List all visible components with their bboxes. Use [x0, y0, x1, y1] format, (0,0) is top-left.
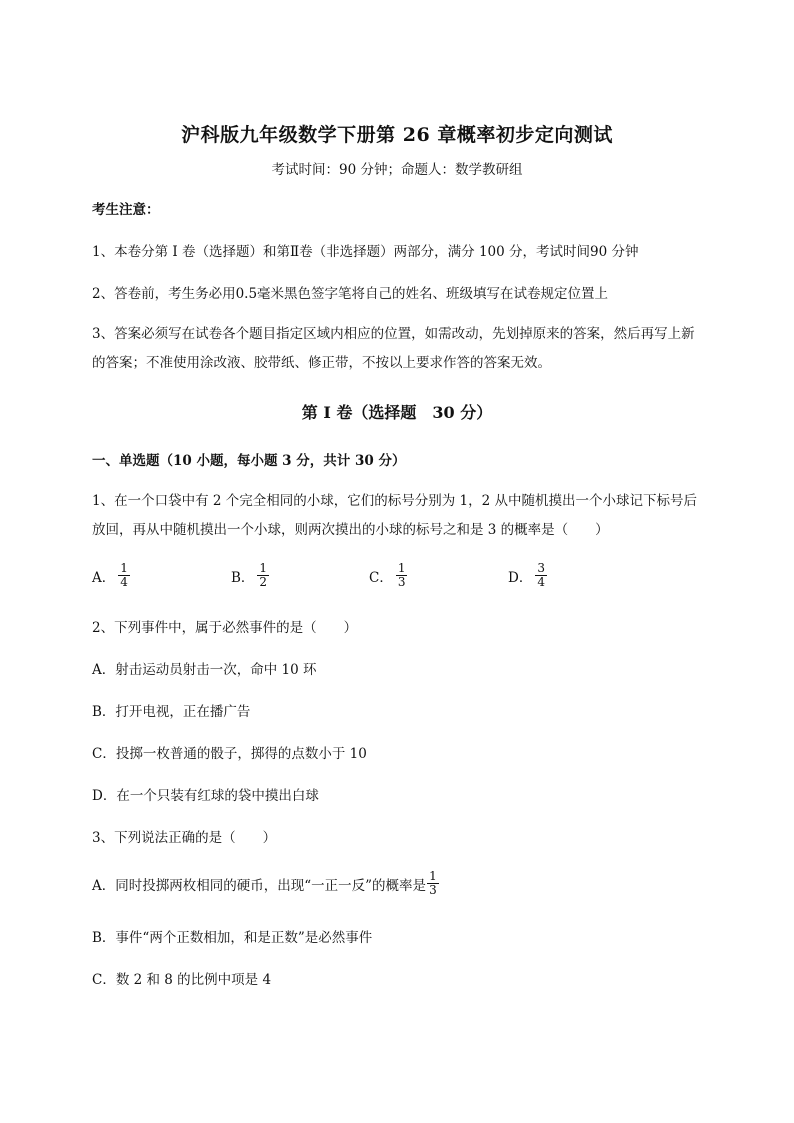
fraction-numerator: 1 [259, 561, 268, 575]
q3-option-a [92, 870, 439, 897]
q1-option-d-fraction [535, 562, 547, 589]
notice-item-2: 2、答卷前，考生务必用0.5毫米黑色签字笔将自己的姓名、班级填写在试卷规定位置上 [92, 286, 609, 302]
q1-option-c [369, 562, 407, 589]
q2-option-b: B．打开电视，正在播广告 [92, 704, 251, 720]
part-title: 一、单选题（10 小题，每小题 3 分，共计 30 分） [92, 453, 406, 469]
fraction-numerator: 3 [537, 561, 545, 575]
question-3-stem: 3、下列说法正确的是（ ） [92, 830, 277, 846]
q2-option-a: A．射击运动员射击一次，命中 10 环 [92, 662, 317, 678]
q2-option-d: D．在一个只装有红球的袋中摸出白球 [92, 788, 319, 804]
q1-option-b [231, 562, 269, 589]
q1-option-d [508, 562, 547, 589]
q3-option-a-fraction [427, 870, 439, 897]
fraction-numerator: 1 [120, 561, 128, 575]
question-2-stem: 2、下列事件中，属于必然事件的是（ ） [92, 620, 358, 636]
fraction-numerator: 1 [429, 869, 437, 883]
notice-heading: 考生注意： [92, 202, 160, 218]
q3-option-c: C．数 2 和 8 的比例中项是 4 [92, 972, 272, 988]
fraction-denominator: 3 [429, 883, 437, 897]
fraction-denominator: 4 [537, 575, 545, 589]
q2-option-c: C．投掷一枚普通的骰子，掷得的点数小于 10 [92, 746, 367, 762]
notice-item-1: 1、本卷分第 I 卷（选择题）和第Ⅱ卷（非选择题）两部分，满分 100 分，考试时间90 分钟 [92, 244, 639, 260]
q1-option-c-fraction [396, 562, 408, 589]
question-1-stem: 1、在一个口袋中有 2 个完全相同的小球，它们的标号分别为 1，2 从中随机摸出一个小球记下标号后放回，再从中随机摸出一个小球，则两次摸出的小球的标号之和是 3 的概率是（ ） [92, 493, 698, 538]
exam-title: 沪科版九年级数学下册第 26 章概率初步定向测试 [181, 124, 613, 146]
fraction-denominator: 2 [259, 575, 268, 589]
q1-option-a [92, 562, 130, 589]
section-title: 第 I 卷（选择题 30 分） [301, 403, 493, 422]
exam-subtitle: 考试时间：90 分钟；命题人：数学教研组 [271, 162, 523, 178]
q1-option-d-label: D． [508, 569, 533, 586]
notice-item-3: 3、答案必须写在试卷各个题目指定区域内相应的位置，如需改动，先划掉原来的答案，然后再写上新的答案；不准使用涂改液、胶带纸、修正带，不按以上要求作答的答案无效。 [92, 326, 695, 371]
fraction-denominator: 4 [120, 575, 128, 589]
fraction-denominator: 3 [397, 575, 406, 589]
q3-option-a-text: A．同时投掷两枚相同的硬币，出现“一正一反”的概率是 [92, 877, 427, 894]
q1-option-a-label: A． [92, 569, 116, 586]
q3-option-b: B．事件“两个正数相加，和是正数”是必然事件 [92, 930, 373, 946]
fraction-numerator: 1 [397, 561, 406, 575]
q1-option-c-label: C． [369, 569, 393, 586]
q1-option-b-fraction [257, 562, 269, 589]
q1-option-b-label: B． [231, 569, 255, 586]
q1-option-a-fraction [118, 562, 130, 589]
